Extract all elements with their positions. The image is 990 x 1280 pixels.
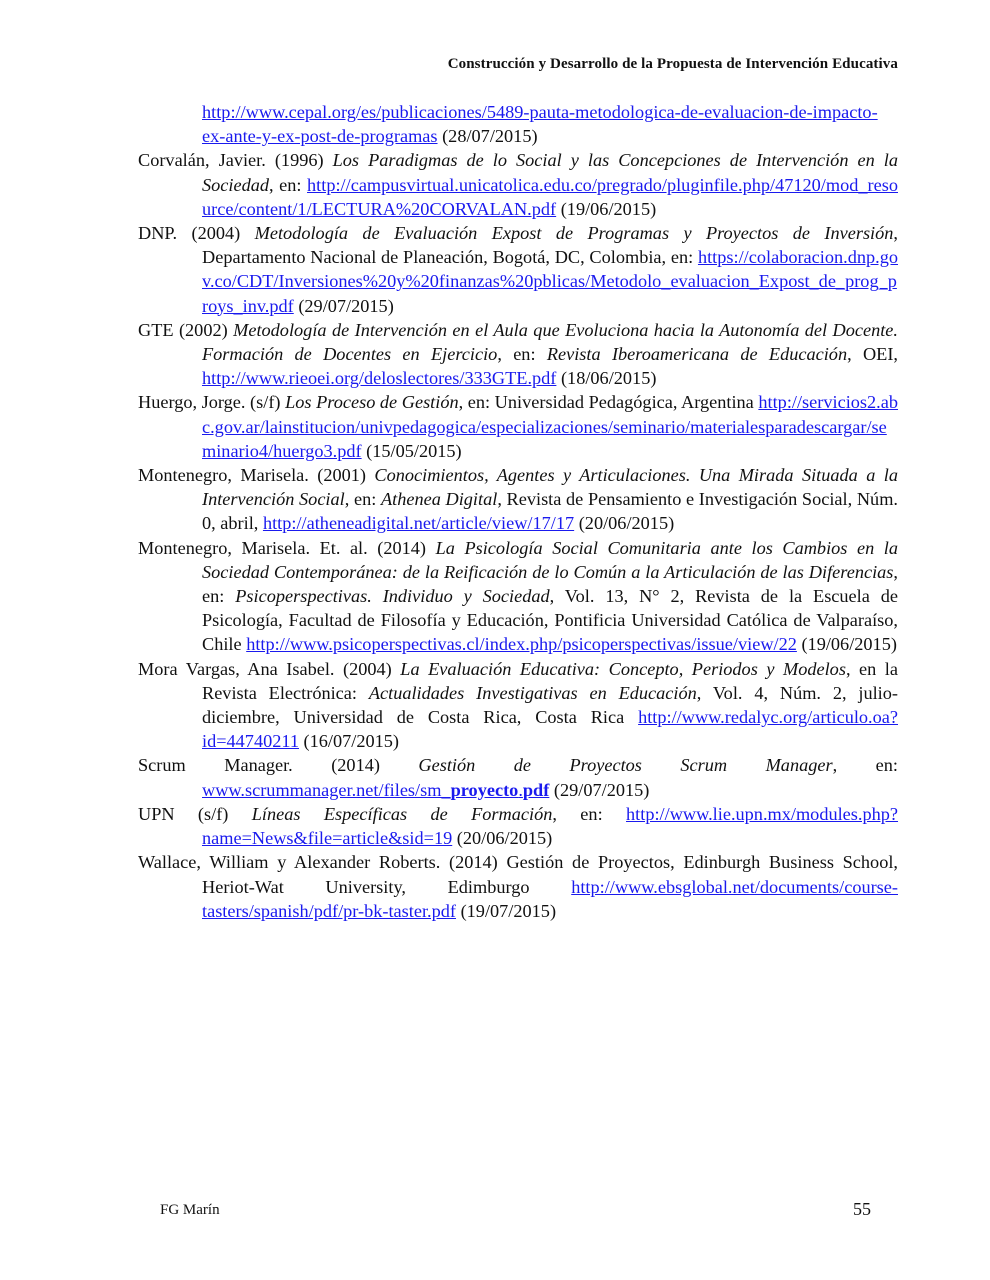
reference-entry: Corvalán, Javier. (1996) Los Paradigmas de lo Social y las Concepciones de Intervención en la Sociedad, en: http://campusvirtual.unicatolica.edu.co/pregrado/pluginfile.php/47120/mod_resource/content/1/LECTURA%20CORVALAN.pdf (19/06/2015) <box>138 150 898 219</box>
reference-link[interactable]: http://www.redalyc.org/articulo.oa?id=44740211 <box>202 707 898 752</box>
reference-link[interactable]: http://www.psicoperspectivas.cl/index.php/psicoperspectivas/issue/view/22 <box>246 634 797 655</box>
reference-link[interactable]: http://atheneadigital.net/article/view/17/17 <box>262 513 575 534</box>
bibliography-list <box>138 100 898 923</box>
reference-entry: http://www.cepal.org/es/publicaciones/5489-pauta-metodologica-de-evaluacion-de-impacto-ex-ante-y-ex-post-de-programas (28/07/2015) <box>202 102 878 147</box>
reference-link[interactable]: https://colaboracion.dnp.gov.co/CDT/Inversiones%20y%20finanzas%20pblicas/Metodolo_evaluacion_Expost_de_prog_proys_inv.pdf <box>202 247 898 316</box>
reference-entry: Scrum Manager. (2014) Gestión de Proyectos Scrum Manager, en: www.scrummanager.net/files/sm_proyecto.pdf (29/07/2015) <box>138 755 898 800</box>
reference-entry: Montenegro, Marisela. (2001) Conocimientos, Agentes y Articulaciones. Una Mirada Situada a la Intervención Social, en: Athenea Digital, Revista de Pensamiento e Investigación Social, Núm. 0, abril, http://atheneadigital.net/article/view/17/17 (20/06/2015) <box>138 465 898 534</box>
reference-entry: UPN (s/f) Líneas Específicas de Formación, en: http://www.lie.upn.mx/modules.php?name=News&file=article&sid=19 (20/06/2015) <box>138 803 899 849</box>
reference-link[interactable]: www.scrummanager.net/files/sm_proyecto.pdf <box>202 779 550 800</box>
reference-link[interactable]: http://www.rieoei.org/deloslectores/333GTE.pdf <box>202 368 557 389</box>
reference-entry: Mora Vargas, Ana Isabel. (2004) La Evaluación Educativa: Concepto, Periodos y Modelos, en la Revista Electrónica: Actualidades Investigativas en Educación, Vol. 4, Núm. 2, julio-diciembre, Universidad de Costa Rica, Costa Rica http://www.redalyc.org/articulo.oa?id=44740211 (16/07/2015) <box>138 658 899 752</box>
page-number: 55 <box>853 1199 871 1219</box>
reference-link[interactable]: http://www.lie.upn.mx/modules.php?name=News&file=article&sid=19 <box>202 803 899 849</box>
reference-entry: Montenegro, Marisela. Et. al. (2014) La Psicología Social Comunitaria ante los Cambios en la Sociedad Contemporánea: de la Reificación de lo Común a la Articulación de las Diferencias, en: Psicoperspectivas. Individuo y Sociedad, Vol. 13, N° 2, Revista de la Escuela de Psicología, Facultad de Filosofía y Educación, Pontificia Universidad Católica de Valparaíso, Chile http://www.psicoperspectivas.cl/index.php/psicoperspectivas/issue/view/22 (19/06/2015) <box>138 537 899 655</box>
reference-entry: Wallace, William y Alexander Roberts. (2014) Gestión de Proyectos, Edinburgh Business School, Heriot-Wat University, Edimburgo http://www.ebsglobal.net/documents/course-tasters/spanish/pdf/pr-bk-taster.pdf (19/07/2015) <box>138 852 898 921</box>
page-header-title: Construcción y Desarrollo de la Propuesta de Intervención Educativa <box>447 56 898 72</box>
reference-link[interactable]: http://servicios2.abc.gov.ar/lainstitucion/univpedagogica/especializaciones/seminario/materialesparadescargar/seminario4/huergo3.pdf <box>202 392 899 461</box>
reference-entry: Huergo, Jorge. (s/f) Los Proceso de Gestión, en: Universidad Pedagógica, Argentina http://servicios2.abc.gov.ar/lainstitucion/univpedagogica/especializaciones/seminario/materialesparadescargar/seminario4/huergo3.pdf (15/05/2015) <box>138 392 899 461</box>
footer-author: FG Marín <box>160 1202 220 1218</box>
reference-link[interactable]: http://www.ebsglobal.net/documents/course-tasters/spanish/pdf/pr-bk-taster.pdf <box>202 876 898 921</box>
reference-entry: DNP. (2004) Metodología de Evaluación Expost de Programas y Proyectos de Inversión, Departamento Nacional de Planeación, Bogotá, DC, Colombia, en: https://colaboracion.dnp.gov.co/CDT/Inversiones%20y%20finanzas%20pblicas/Metodolo_evaluacion_Expost_de_prog_proys_inv.pdf (29/07/2015) <box>138 223 898 316</box>
reference-link[interactable]: http://campusvirtual.unicatolica.edu.co/pregrado/pluginfile.php/47120/mod_resource/content/1/LECTURA%20CORVALAN.pdf <box>202 174 898 219</box>
reference-entry: GTE (2002) Metodología de Intervención en el Aula que Evoluciona hacia la Autonomía del Docente. Formación de Docentes en Ejercicio, en: Revista Iberoamericana de Educación, OEI, http://www.rieoei.org/deloslectores/333GTE.pdf (18/06/2015) <box>138 319 898 389</box>
reference-link[interactable]: http://www.cepal.org/es/publicaciones/5489-pauta-metodologica-de-evaluacion-de-impacto-ex-ante-y-ex-post-de-programas <box>202 102 878 147</box>
